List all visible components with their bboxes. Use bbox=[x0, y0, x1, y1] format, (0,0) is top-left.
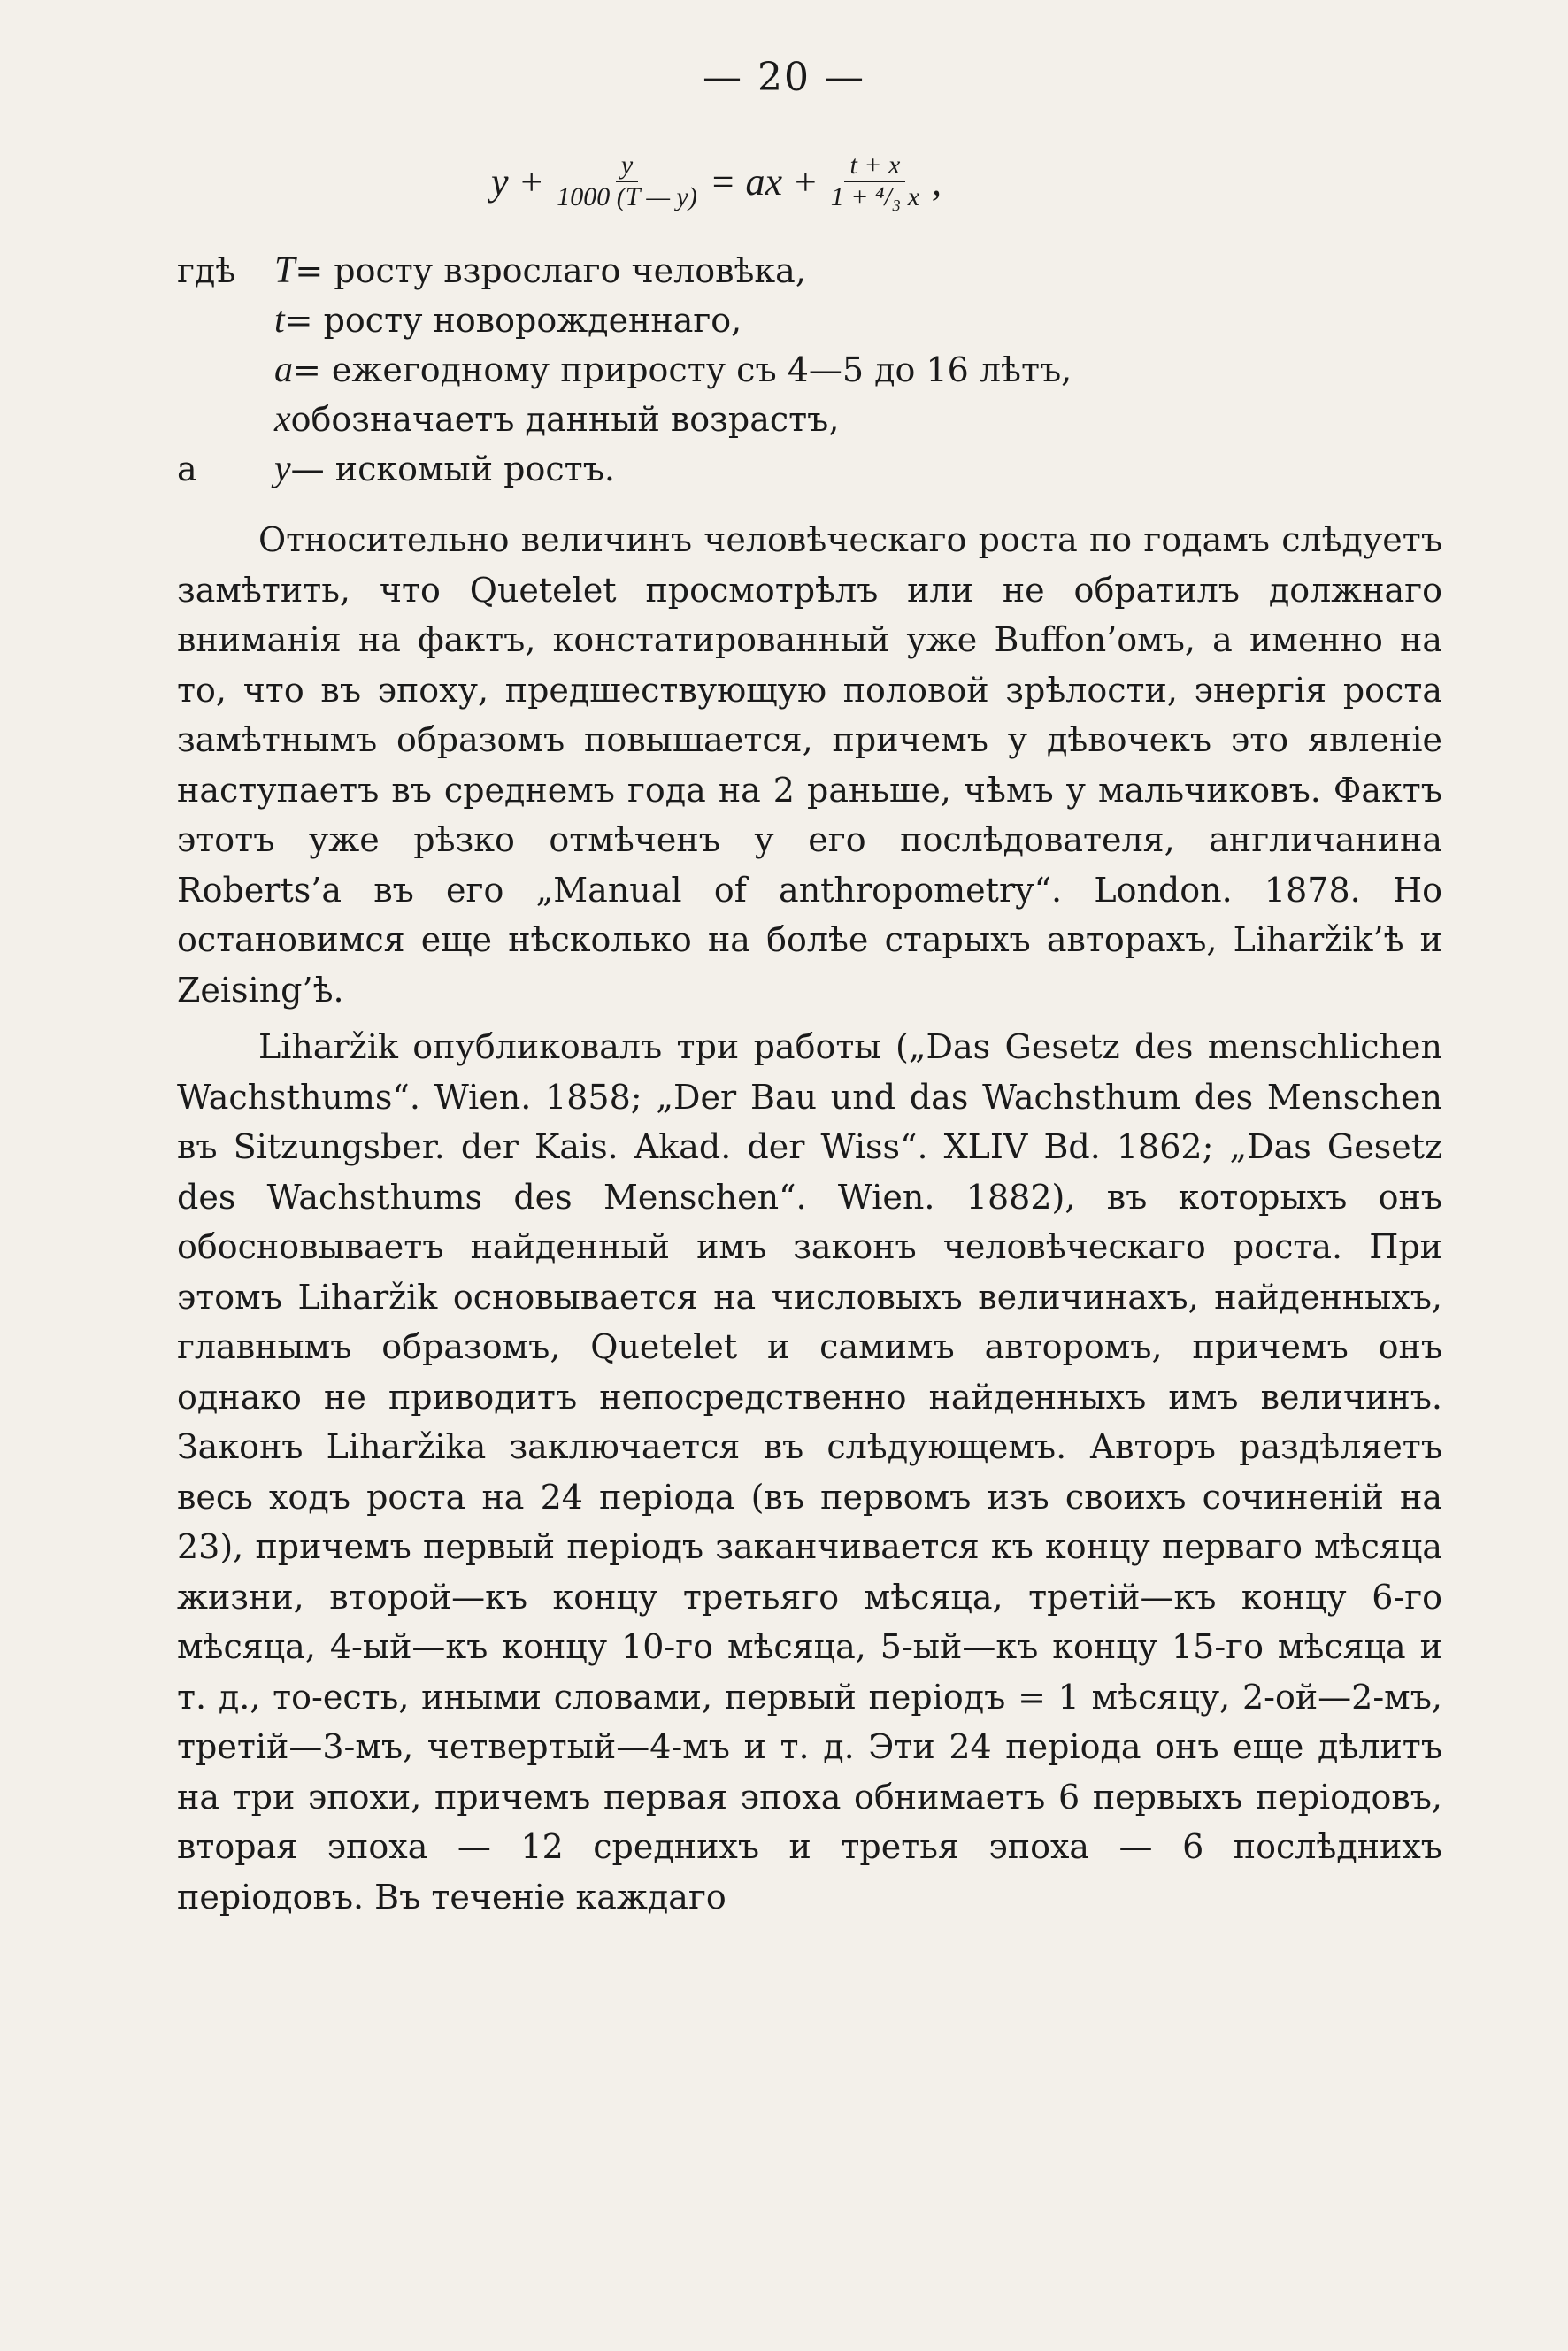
variable-definitions bbox=[177, 246, 1072, 494]
formula-equals: = ax + bbox=[709, 159, 819, 204]
page-number: — 20 — bbox=[703, 55, 865, 100]
definition-row bbox=[177, 395, 1072, 444]
definition-lead bbox=[177, 345, 274, 395]
formula-lhs: y + bbox=[491, 159, 545, 204]
definition-text: — искомый ростъ. bbox=[290, 449, 615, 488]
formula-rhs-fraction bbox=[826, 150, 925, 212]
definition-row bbox=[177, 246, 1072, 296]
fraction-numerator: t + x bbox=[844, 150, 905, 182]
definition-variable: a bbox=[274, 350, 293, 390]
fraction-denominator: 1 + ⁴/₃ x bbox=[830, 182, 920, 211]
body-text bbox=[177, 515, 1442, 1929]
formula-trailing-comma: , bbox=[932, 159, 942, 204]
fraction-numerator: y bbox=[616, 150, 638, 182]
definition-row bbox=[177, 444, 1072, 494]
paragraph: Относительно величинъ человѣческаго роста по годамъ слѣдуетъ замѣтить, что Quetelet просмотрѣлъ или не обратилъ должнаго вниманія на фактъ, констатированный уже Buffon’омъ, а именно на то, что въ эпоху, предшествующую половой зрѣлости, энергія роста замѣтнымъ образомъ повышается, причемъ у дѣвочекъ это явленіе наступаетъ въ среднемъ года на 2 раньше, чѣмъ у мальчиковъ. Фактъ этотъ уже рѣзко отмѣченъ у его послѣдователя, англичанина Roberts’а въ его „Manual of anthropometry“. London. 1878. Но остановимся еще нѣсколько на болѣе старыхъ авторахъ, Liharžik’ѣ и Zeising’ѣ. bbox=[177, 520, 1442, 1010]
definition-lead: а bbox=[177, 449, 197, 488]
definition-text: = ежегодному приросту съ 4—5 до 16 лѣтъ, bbox=[293, 350, 1072, 389]
fraction-denominator: 1000 (T — y) bbox=[557, 182, 697, 211]
definition-variable: y bbox=[274, 449, 291, 489]
definition-variable: x bbox=[274, 399, 291, 440]
paragraph: Liharžik опубликовалъ три работы („Das Gesetz des menschlichen Wachsthums“. Wien. 1858; „Der Bau und das Wachsthum des Menschen въ Sitzungsber. der Kais. Akad. der Wiss“. XLIV Bd. 1862; „Das Gesetz des Wachsthums des Menschen“. Wien. 1882), въ которыхъ онъ обосновываетъ найденный имъ законъ человѣческаго роста. При этомъ Liharžik основывается на числовыхъ величинахъ, найденныхъ, главнымъ образомъ, Quetelet и самимъ авторомъ, причемъ онъ однако не приводитъ непосредственно найденныхъ имъ величинъ. Законъ Liharžika заключается въ слѣдующемъ. Авторъ раздѣляетъ весь ходъ роста на 24 періода (въ первомъ изъ своихъ сочиненій на 23), причемъ первый періодъ заканчивается къ концу перваго мѣсяца жизни, второй—къ концу третьяго мѣсяца, третій—къ концу 6-го мѣсяца, 4-ый—къ концу 10-го мѣсяца, 5-ый—къ концу 15-го мѣсяца и т. д., то-есть, иными словами, первый періодъ = 1 мѣсяцу, 2-ой—2-мъ, третій—3-мъ, четвертый—4-мъ и т. д. Эти 24 періода онъ еще дѣлитъ на три эпохи, причемъ первая эпоха обнимаетъ 6 первыхъ періодовъ, вторая эпоха — 12 среднихъ и третья эпоха — 6 послѣднихъ періодовъ. Въ теченіе каждаго bbox=[177, 1027, 1442, 1917]
definition-lead: гдѣ bbox=[177, 251, 236, 290]
definition-variable: T bbox=[274, 250, 296, 291]
definition-text: обозначаетъ данный возрастъ, bbox=[290, 400, 840, 439]
formula-lhs-fraction bbox=[551, 150, 703, 212]
definition-variable: t bbox=[274, 300, 285, 341]
definition-lead bbox=[177, 395, 274, 444]
definition-row bbox=[177, 345, 1072, 395]
definition-text: = росту новорожденнаго, bbox=[284, 301, 742, 340]
definition-lead bbox=[177, 296, 274, 345]
definition-text: = росту взрослаго человѣка, bbox=[295, 251, 806, 290]
definition-row bbox=[177, 296, 1072, 345]
growth-formula bbox=[491, 150, 942, 212]
